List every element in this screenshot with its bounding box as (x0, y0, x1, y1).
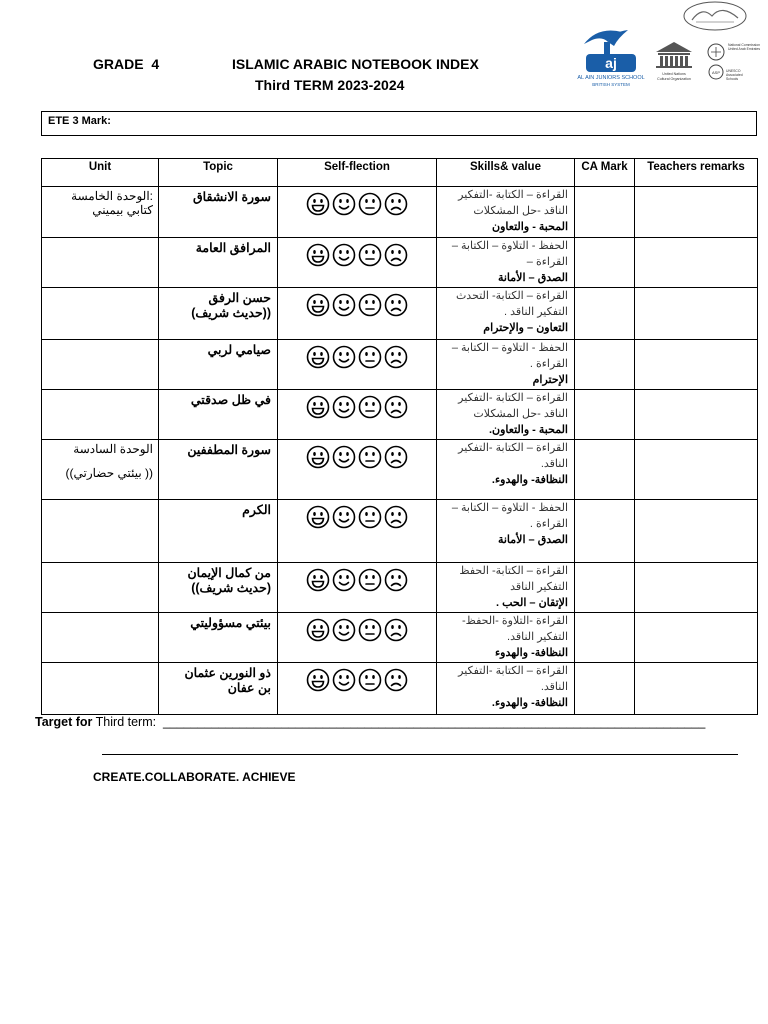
target-label: Target for (35, 715, 93, 729)
grin-face-icon[interactable] (306, 345, 330, 369)
topic-text: سورة المطففين (187, 443, 271, 457)
grin-face-icon[interactable] (306, 192, 330, 216)
teachers-remarks-cell[interactable] (635, 238, 758, 288)
ca-mark-cell[interactable] (575, 613, 635, 663)
table-row (42, 390, 758, 440)
unit-cell (42, 238, 159, 288)
value-text: الإحترام (532, 374, 568, 386)
teachers-remarks-cell[interactable] (635, 613, 758, 663)
self-reflection-faces[interactable] (278, 663, 437, 715)
table-row (42, 613, 758, 663)
topic-cell (159, 187, 278, 238)
skills-text: القراءة . (529, 518, 568, 530)
grade-heading: GRADE 4 (93, 56, 160, 72)
topic-text: (حديث شريف)) (191, 581, 271, 595)
sad-face-icon[interactable] (384, 668, 408, 692)
skills-value-cell (437, 440, 575, 500)
topic-text: صيامي لربي (207, 343, 271, 357)
skills-text: الناقد -حل المشكلات (473, 205, 568, 217)
grin-face-icon[interactable] (306, 293, 330, 317)
topic-cell (159, 390, 278, 440)
skills-text: القراءة . (529, 358, 568, 370)
smile-face-icon[interactable] (332, 618, 356, 642)
skills-text: القراءة -التلاوة -الحفظ- (461, 615, 568, 627)
table-row (42, 500, 758, 563)
grin-face-icon[interactable] (306, 618, 330, 642)
svg-text:aj: aj (605, 55, 617, 71)
topic-cell (159, 288, 278, 340)
unit-cell (42, 187, 159, 238)
smile-face-icon[interactable] (332, 668, 356, 692)
skills-value-cell (437, 187, 575, 238)
sad-face-icon[interactable] (384, 618, 408, 642)
topic-cell (159, 340, 278, 390)
sad-face-icon[interactable] (384, 395, 408, 419)
unit-cell (42, 390, 159, 440)
svg-text:Cultural Organization: Cultural Organization (657, 77, 691, 81)
topic-text: حسن الرفق (208, 291, 271, 305)
topic-cell (159, 500, 278, 563)
school-logo (578, 26, 644, 88)
skills-text: القراءة – الكتابة -التفكير (458, 189, 568, 201)
topic-cell (159, 238, 278, 288)
unit-text: كتابي بيميني (92, 203, 153, 217)
sad-face-icon[interactable] (384, 445, 408, 469)
ca-mark-cell[interactable] (575, 288, 635, 340)
unesco-logo (648, 40, 700, 82)
value-text: التعاون – والإحترام (483, 322, 568, 334)
seal-logo (682, 0, 748, 32)
svg-text:National Commission: National Commission (728, 43, 761, 47)
teachers-remarks-cell[interactable] (635, 187, 758, 238)
ete-mark-box[interactable] (41, 111, 757, 136)
grin-face-icon[interactable] (306, 445, 330, 469)
ca-mark-cell[interactable] (575, 238, 635, 288)
topic-cell (159, 613, 278, 663)
self-reflection-faces[interactable] (278, 613, 437, 663)
ca-mark-cell[interactable] (575, 390, 635, 440)
skills-text: التفكير الناقد (510, 581, 568, 593)
target-blank[interactable]: ______________________________________________________________________________ (156, 715, 706, 729)
skills-value-cell (437, 500, 575, 563)
grin-face-icon[interactable] (306, 505, 330, 529)
col-header-ca-mark: CA Mark (575, 159, 635, 187)
table-row (42, 187, 758, 238)
topic-cell (159, 663, 278, 715)
unit-text: الوحدة السادسة (73, 442, 153, 456)
svg-text:United Nations: United Nations (662, 72, 686, 76)
ete-mark-label: ETE 3 Mark: (48, 115, 111, 127)
skills-text: القراءة – الكتابة -التفكير (458, 442, 568, 454)
skills-text: الحفظ - التلاوة – الكتابة – (451, 502, 568, 514)
unit-cell (42, 563, 159, 613)
value-text: النظافة- والهدوء. (491, 697, 568, 709)
grin-face-icon[interactable] (306, 243, 330, 267)
neutral-face-icon[interactable] (358, 568, 382, 592)
skills-text: القراءة – الكتابة- التحدث (455, 290, 568, 302)
svg-text:AL AIN JUNIORS SCHOOL: AL AIN JUNIORS SCHOOL (577, 75, 645, 81)
target-line (35, 715, 705, 729)
topic-text: بيئتي مسؤوليتي (190, 616, 271, 630)
skills-text: الناقد -حل المشكلات (473, 408, 568, 420)
unit-text: (( بيئتي حضارتي)) (65, 466, 153, 480)
skills-text: الناقد. (540, 458, 568, 470)
ca-mark-cell[interactable] (575, 663, 635, 715)
unit-cell (42, 288, 159, 340)
smile-face-icon[interactable] (332, 505, 356, 529)
smile-face-icon[interactable] (332, 345, 356, 369)
value-text: المحبة - والتعاون. (488, 424, 568, 436)
svg-text:United Arab Emirates: United Arab Emirates (728, 47, 761, 51)
topic-text: ذو النورين عثمان (184, 666, 271, 680)
smile-face-icon[interactable] (332, 445, 356, 469)
topic-cell (159, 440, 278, 500)
value-text: النظافة- والهدوء. (491, 474, 568, 486)
neutral-face-icon[interactable] (358, 668, 382, 692)
value-text: النظافة- والهدوء (494, 647, 568, 659)
teachers-remarks-cell[interactable] (635, 390, 758, 440)
notebook-index-table (41, 158, 758, 715)
svg-text:Associated: Associated (726, 73, 743, 77)
svg-text:BRITISH SYSTEM: BRITISH SYSTEM (592, 82, 630, 87)
neutral-face-icon[interactable] (358, 192, 382, 216)
sad-face-icon[interactable] (384, 192, 408, 216)
table-row (42, 663, 758, 715)
topic-text: الكرم (242, 503, 271, 517)
teachers-remarks-cell[interactable] (635, 663, 758, 715)
smile-face-icon[interactable] (332, 395, 356, 419)
topic-text: المرافق العامة (195, 241, 271, 255)
sad-face-icon[interactable] (384, 345, 408, 369)
col-header-skills-value: Skills& value (437, 159, 575, 187)
grin-face-icon[interactable] (306, 568, 330, 592)
neutral-face-icon[interactable] (358, 293, 382, 317)
sad-face-icon[interactable] (384, 568, 408, 592)
ca-mark-cell[interactable] (575, 500, 635, 563)
skills-text: القراءة – (526, 256, 568, 268)
self-reflection-faces[interactable] (278, 440, 437, 500)
skills-value-cell (437, 390, 575, 440)
self-reflection-faces[interactable] (278, 288, 437, 340)
smile-face-icon[interactable] (332, 293, 356, 317)
term-subtitle: Third TERM 2023-2024 (255, 77, 405, 93)
unit-cell (42, 663, 159, 715)
skills-text: الحفظ - التلاوة – الكتابة – (451, 240, 568, 252)
svg-text:UNESCO: UNESCO (726, 69, 741, 73)
smile-face-icon[interactable] (332, 243, 356, 267)
self-reflection-faces[interactable] (278, 500, 437, 563)
table-row (42, 563, 758, 613)
skills-text: التفكير الناقد . (503, 306, 568, 318)
teachers-remarks-cell[interactable] (635, 340, 758, 390)
ca-mark-cell[interactable] (575, 440, 635, 500)
table-row (42, 288, 758, 340)
sad-face-icon[interactable] (384, 243, 408, 267)
neutral-face-icon[interactable] (358, 243, 382, 267)
skills-value-cell (437, 288, 575, 340)
page-title: ISLAMIC ARABIC NOTEBOOK INDEX (232, 56, 479, 72)
col-header-topic: Topic (159, 159, 278, 187)
value-text: المحبة - والتعاون (492, 221, 568, 233)
skills-text: الحفظ - التلاوة – الكتابة – (451, 342, 568, 354)
skills-value-cell (437, 238, 575, 288)
svg-text:ASP: ASP (711, 70, 721, 75)
value-text: الصدق – الأمانة (497, 534, 568, 546)
topic-cell (159, 563, 278, 613)
unit-cell (42, 340, 159, 390)
skills-value-cell (437, 340, 575, 390)
teachers-remarks-cell[interactable] (635, 288, 758, 340)
self-reflection-faces[interactable] (278, 563, 437, 613)
smile-face-icon[interactable] (332, 568, 356, 592)
unit-cell (42, 440, 159, 500)
grin-face-icon[interactable] (306, 668, 330, 692)
smile-face-icon[interactable] (332, 192, 356, 216)
topic-text: في ظل صدقتي (190, 393, 271, 407)
grin-face-icon[interactable] (306, 395, 330, 419)
skills-value-cell (437, 663, 575, 715)
sad-face-icon[interactable] (384, 505, 408, 529)
table-header-row (42, 159, 758, 187)
topic-text: ((حديث شريف) (191, 306, 271, 320)
topic-text: من كمال الإيمان (187, 566, 271, 580)
teachers-remarks-cell[interactable] (635, 563, 758, 613)
association-logo (702, 40, 761, 84)
unit-cell (42, 500, 159, 563)
col-header-self-reflection: Self-flection (278, 159, 437, 187)
skills-text: الناقد. (540, 681, 568, 693)
neutral-face-icon[interactable] (358, 505, 382, 529)
ca-mark-cell[interactable] (575, 187, 635, 238)
value-text: الصدق – الأمانة (497, 272, 568, 284)
target-term: Third term: (92, 715, 157, 729)
self-reflection-faces[interactable] (278, 187, 437, 238)
table-row (42, 440, 758, 500)
value-text: الإتقان – الحب . (495, 597, 568, 609)
sad-face-icon[interactable] (384, 293, 408, 317)
self-reflection-faces[interactable] (278, 390, 437, 440)
neutral-face-icon[interactable] (358, 445, 382, 469)
neutral-face-icon[interactable] (358, 618, 382, 642)
ca-mark-cell[interactable] (575, 563, 635, 613)
table-row (42, 340, 758, 390)
col-header-teachers-remarks: Teachers remarks (635, 159, 758, 187)
skills-value-cell (437, 613, 575, 663)
ca-mark-cell[interactable] (575, 340, 635, 390)
school-motto: CREATE.COLLABORATE. ACHIEVE (93, 770, 296, 784)
skills-text: القراءة – الكتابة -التفكير (458, 392, 568, 404)
unit-text: :الوحدة الخامسة (71, 189, 153, 203)
skills-text: التفكير الناقد. (507, 631, 568, 643)
teachers-remarks-cell[interactable] (635, 500, 758, 563)
skills-text: القراءة – الكتابة- الحفظ (459, 565, 568, 577)
teachers-remarks-cell[interactable] (635, 440, 758, 500)
col-header-unit: Unit (42, 159, 159, 187)
topic-text: سورة الانشقاق (192, 190, 271, 204)
neutral-face-icon[interactable] (358, 345, 382, 369)
skills-value-cell (437, 563, 575, 613)
self-reflection-faces[interactable] (278, 340, 437, 390)
unit-cell (42, 613, 159, 663)
topic-text: بن عفان (227, 681, 271, 695)
target-underline[interactable] (102, 754, 738, 755)
skills-text: القراءة – الكتابة -التفكير (458, 665, 568, 677)
self-reflection-faces[interactable] (278, 238, 437, 288)
svg-text:Schools: Schools (726, 77, 739, 81)
neutral-face-icon[interactable] (358, 395, 382, 419)
table-row (42, 238, 758, 288)
